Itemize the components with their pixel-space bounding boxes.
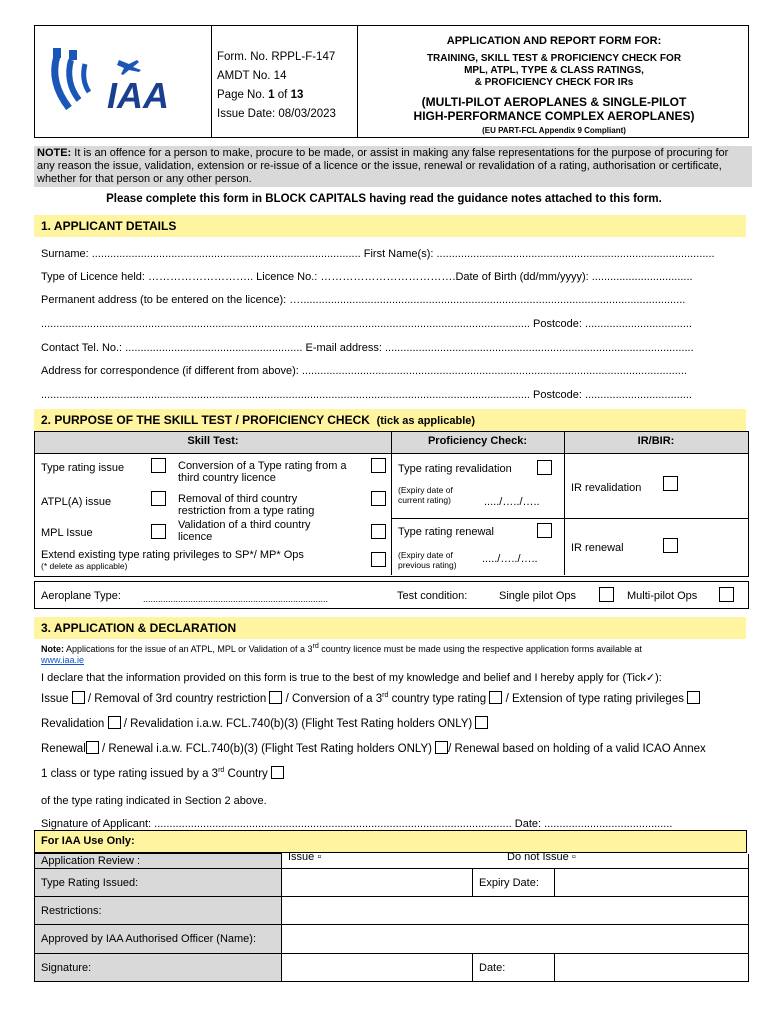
permanent-address-line[interactable]: Permanent address (to be entered on the licence): ….............................................................................................................................. (41, 294, 686, 306)
apply-revalidation-label: Revalidation (41, 718, 105, 730)
header-divider (211, 26, 212, 137)
iaa-date-field[interactable] (555, 954, 749, 982)
note-sup: rd (312, 643, 319, 650)
amdt-no: 14 (273, 70, 287, 82)
apply-extension-label: / Extension of type rating privileges (505, 693, 684, 705)
test-condition-label: Test condition: (397, 590, 468, 602)
expiry-date-field[interactable] (555, 869, 749, 897)
multi-pilot-checkbox[interactable] (719, 587, 734, 602)
address-postcode-line[interactable]: ................................................................................................................................................................ Postcode: ................................... (41, 318, 692, 330)
section-2-title-text: 2. PURPOSE OF THE SKILL TEST / PROFICIENCY CHECK (41, 413, 370, 427)
renewal-label: Type rating renewal (398, 526, 494, 538)
app-review-label: Application Review : (35, 854, 282, 869)
section-3-note (41, 641, 746, 666)
section-1-title: 1. APPLICANT DETAILS (34, 215, 746, 237)
extend-label: Extend existing type rating privileges to SP*/ MP* Ops (41, 549, 304, 561)
title-line-2a: TRAINING, SKILL TEST & PROFICIENCY CHECK FOR (426, 53, 682, 64)
atpl-issue-checkbox[interactable] (151, 491, 166, 506)
removal-checkbox[interactable] (371, 491, 386, 506)
expiry-previous-label: (Expiry date of previous rating) (398, 550, 457, 570)
revalidation-checkbox[interactable] (537, 460, 552, 475)
expiry-current-label: (Expiry date of current rating) (398, 485, 453, 505)
expiry-current-date[interactable]: ...../…../….. (484, 496, 540, 508)
type-rating-reference: of the type rating indicated in Section 2 above. (41, 795, 267, 807)
iaa-signature-label: Signature: (35, 954, 282, 982)
title-line-1: APPLICATION AND REPORT FORM FOR: (446, 35, 662, 47)
apply-row-3 (41, 741, 706, 755)
apply-removal-label: / Removal of 3rd country restriction (87, 693, 267, 705)
title-line-2c: & PROFICIENCY CHECK FOR IRs (474, 77, 634, 88)
revalidation-label: Type rating revalidation (398, 463, 512, 475)
apply-issue-checkbox[interactable] (72, 691, 85, 704)
apply-icao-checkbox[interactable] (271, 766, 284, 779)
form-no-label: Form. No. (217, 51, 269, 63)
type-rating-issue-label: Type rating issue (41, 462, 125, 474)
issue-option[interactable]: Issue ▫ (288, 850, 322, 863)
apply-row-4 (41, 766, 284, 780)
section-3-note-text-2: country licence must be made using the respective application forms available at (318, 644, 642, 654)
restrictions-field[interactable] (282, 897, 749, 925)
approved-by-label: Approved by IAA Authorised Officer (Name): (35, 925, 282, 954)
col-skill-test: Skill Test: (187, 435, 239, 447)
atpl-issue-label: ATPL(A) issue (41, 496, 112, 508)
expiry-previous-date[interactable]: ...../…../….. (482, 553, 538, 565)
iaa-date-label: Date: (473, 954, 555, 982)
ir-renewal-checkbox[interactable] (663, 538, 678, 553)
apply-issue-label: Issue (41, 693, 69, 705)
restrictions-label: Restrictions: (35, 897, 282, 925)
single-pilot-checkbox[interactable] (599, 587, 614, 602)
form-header (34, 25, 749, 138)
iaa-signature-field[interactable] (282, 954, 473, 982)
apply-icao-sup: rd (218, 767, 225, 775)
declaration-text: I declare that the information provided on this form is true to the best of my knowledge and belief and I hereby apply for (Tick✓): (41, 672, 662, 684)
iaa-link[interactable]: www.iaa.ie (41, 655, 85, 665)
apply-row-2 (41, 716, 488, 730)
apply-renewal-label: Renewal (41, 743, 86, 755)
licence-line[interactable]: Type of Licence held: ……………………….. Licence No.: ……………………………….Date of Birth (dd/mm/yyyy): ................................. (41, 271, 693, 283)
apply-renewal-fcl-label: / Renewal i.a.w. FCL.740(b)(3) (Flight Test Rating holders ONLY) (101, 743, 432, 755)
page-total: 13 (290, 89, 304, 101)
aeroplane-type-box (34, 581, 749, 609)
apply-revalidation-checkbox[interactable] (108, 716, 121, 729)
approved-by-field[interactable] (282, 925, 749, 954)
multi-pilot-label: Multi-pilot Ops (627, 590, 698, 602)
removal-label: Removal of third country restriction from a type rating (178, 493, 315, 517)
apply-extension-checkbox[interactable] (687, 691, 700, 704)
correspondence-address-line[interactable]: Address for correspondence (if different from above): .............................................................................................................................. (41, 365, 687, 377)
extend-checkbox[interactable] (371, 552, 386, 567)
validation-label: Validation of a third country licence (178, 519, 311, 543)
amdt-label: AMDT No. (217, 70, 271, 82)
conversion-checkbox[interactable] (371, 458, 386, 473)
apply-renewal-checkbox[interactable] (86, 741, 99, 754)
apply-renewal-icao-label: / Renewal based on holding of a valid ICAO Annex (448, 743, 706, 755)
correspondence-postcode-line[interactable]: ................................................................................................................................................................ Postcode: ................................... (41, 389, 692, 401)
form-no: RPPL-F-147 (271, 51, 336, 63)
applicant-signature-line[interactable]: Signature of Applicant: ..................................................................................................................... Date: .......................................... (41, 818, 673, 830)
type-rating-issued-label: Type Rating Issued: (35, 869, 282, 897)
page-label: Page No. (217, 89, 265, 101)
validation-checkbox[interactable] (371, 524, 386, 539)
ir-revalidation-label: IR revalidation (571, 482, 642, 494)
apply-conversion-label-2: country type rating (388, 693, 487, 705)
section-2-title-note: (tick as applicable) (376, 415, 476, 427)
section-3-note-label: Note: (41, 644, 64, 654)
apply-row-1 (41, 691, 700, 705)
surname-line[interactable]: Surname: ........................................................................................ First Name(s): ........................................................................................... (41, 248, 715, 260)
apply-conversion-sup: rd (382, 692, 389, 700)
apply-renewal-fcl-checkbox[interactable] (435, 741, 448, 754)
apply-revalidation-fcl-checkbox[interactable] (475, 716, 488, 729)
page-current: 1 (268, 89, 275, 101)
type-rating-issue-checkbox[interactable] (151, 458, 166, 473)
apply-conversion-label: / Conversion of a 3 (285, 693, 383, 705)
contact-line[interactable]: Contact Tel. No.: .......................................................... E-mail address: ..................................................................................................... (41, 342, 694, 354)
svg-text:IAA: IAA (107, 75, 169, 116)
conversion-label: Conversion of a Type rating from a third country licence (178, 460, 347, 484)
section-3-title: 3. APPLICATION & DECLARATION (34, 617, 746, 639)
iaa-use-title: For IAA Use Only: (34, 830, 747, 853)
legal-note (34, 146, 752, 187)
title-line-2b: MPL, ATPL, TYPE & CLASS RATINGS, (464, 65, 644, 76)
title-line-4: (EU PART-FCL Appendix 9 Compliant) (482, 126, 626, 135)
aeroplane-type-field[interactable]: .......................................................................... (143, 594, 329, 604)
ir-revalidation-checkbox[interactable] (663, 476, 678, 491)
section-3-note-text: Applications for the issue of an ATPL, MPL or Validation of a 3 (64, 644, 313, 654)
instruction: Please complete this form in BLOCK CAPITALS having read the guidance notes attached to this form. (106, 193, 662, 205)
ir-renewal-label: IR renewal (571, 542, 624, 554)
type-rating-issued-field[interactable] (282, 869, 473, 897)
apply-revalidation-fcl-label: / Revalidation i.a.w. FCL.740(b)(3) (Flight Test Rating holders ONLY) (123, 718, 473, 730)
iaa-use-table (34, 850, 749, 982)
renewal-checkbox[interactable] (537, 523, 552, 538)
single-pilot-label: Single pilot Ops (499, 590, 577, 602)
aeroplane-type-label: Aeroplane Type: (41, 590, 121, 602)
app-review-options (282, 850, 749, 869)
page-of: of (277, 89, 288, 101)
title-line-3b: HIGH-PERFORMANCE COMPLEX AEROPLANES) (413, 109, 695, 123)
col-ir-bir: IR/BIR: (637, 435, 675, 447)
form-meta (217, 48, 336, 124)
delete-note: (* delete as applicable) (41, 561, 128, 571)
apply-removal-checkbox[interactable] (269, 691, 282, 704)
do-not-issue-option[interactable]: Do not Issue ▫ (507, 850, 576, 863)
title-line-3a: (MULTI-PILOT AEROPLANES & SINGLE-PILOT (421, 95, 687, 109)
purpose-table (34, 431, 749, 577)
note-label: NOTE: (37, 147, 72, 159)
expiry-date-label: Expiry Date: (473, 869, 555, 897)
apply-icao-label-2: Country (224, 768, 268, 780)
form-title (358, 35, 750, 135)
section-2-title (34, 409, 746, 431)
note-text: It is an offence for a person to make, procure to be made, or assist in making any false representations for the purpose of procuring for any reason the issue, validation, extension or re-issue of a licence or the issue, renewal or revalidation of a rating, authorisation or certificate, whether for that person or any other person. (37, 147, 729, 185)
apply-icao-label: 1 class or type rating issued by a 3 (41, 768, 219, 780)
iaa-logo (43, 42, 193, 122)
col-proficiency-check: Proficiency Check: (427, 435, 528, 447)
mpl-issue-checkbox[interactable] (151, 524, 166, 539)
mpl-issue-label: MPL Issue (41, 527, 93, 539)
apply-conversion-checkbox[interactable] (489, 691, 502, 704)
issue-date: Issue Date: 08/03/2023 (217, 108, 336, 120)
